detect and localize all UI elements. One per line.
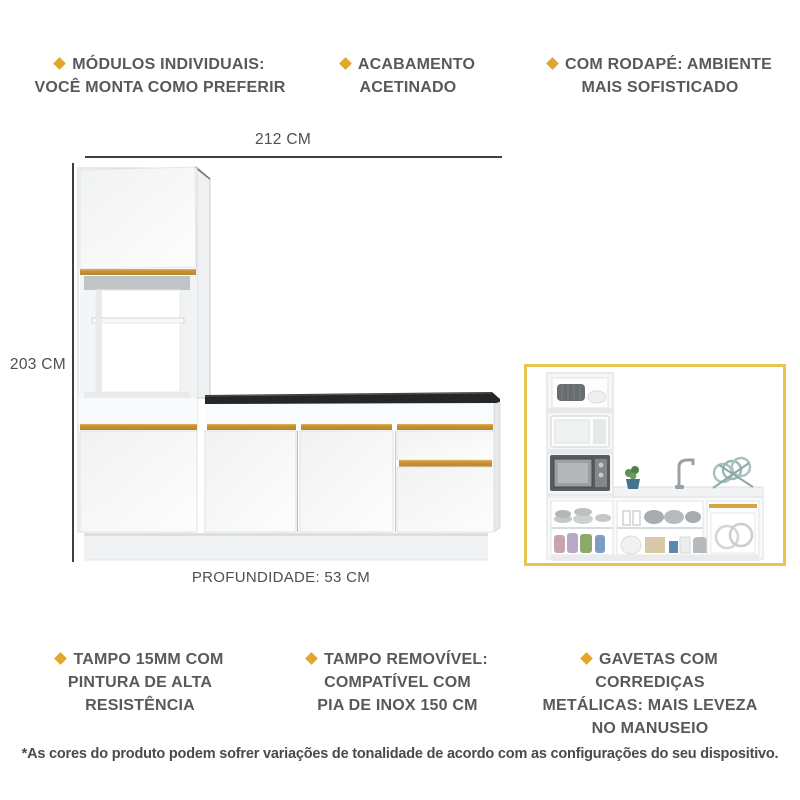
width-dimension-label: 212 CM [254, 131, 312, 148]
feature-line [20, 53, 300, 76]
feature-text: ACABAMENTO [357, 56, 476, 73]
tower-upper-door [80, 167, 196, 269]
photo-drawer-section [707, 501, 759, 555]
drawer-front [397, 431, 494, 460]
feature-line [535, 717, 765, 740]
tower-base-door [80, 431, 197, 532]
counter-side-panel [494, 402, 500, 532]
feature-text: GAVETAS COM CORREDIÇAS [595, 651, 718, 691]
feature-line [295, 671, 500, 694]
bowl [588, 391, 606, 403]
feature-text: PINTURA DE ALTA [67, 674, 213, 691]
feature-tampo-15mm [30, 648, 250, 717]
diamond-bullet-icon [305, 652, 318, 665]
feature-line [535, 648, 765, 694]
depth-dimension-label: PROFUNDIDADE: 53 CM [191, 569, 371, 586]
counter-door-2 [300, 431, 393, 532]
counter-door-1 [205, 431, 296, 532]
feature-text: MÓDULOS INDIVIDUAIS: [72, 56, 265, 73]
gold-handle-strip [709, 504, 757, 508]
feature-line [30, 694, 250, 717]
feature-text: RESISTÊNCIA [85, 697, 195, 714]
basket [557, 384, 585, 401]
niche-top-recess [84, 276, 190, 290]
feature-text: TAMPO REMOVÍVEL: [324, 651, 488, 668]
feature-text: MAIS SOFISTICADO [581, 79, 739, 96]
gold-handle-strip [399, 460, 492, 467]
feature-text: METÁLICAS: MAIS LEVEZA [542, 697, 758, 714]
gold-handle-strip [80, 269, 196, 275]
kitchen-dimension-diagram [0, 130, 520, 600]
feature-text: VOCÊ MONTA COMO PREFERIR [34, 79, 286, 96]
feature-line [30, 648, 250, 671]
diamond-bullet-icon [55, 652, 68, 665]
feature-line [545, 53, 775, 76]
drawer-unit-door [397, 467, 494, 532]
feature-line [535, 694, 765, 717]
feature-line [295, 648, 500, 671]
feature-line [318, 76, 498, 99]
diamond-bullet-icon [546, 57, 559, 70]
diamond-bullet-icon [580, 652, 593, 665]
gold-handle-strip [207, 424, 296, 430]
tower-cabinet [78, 167, 210, 532]
photo-plinth [551, 555, 759, 561]
photo-tower-cabinet [547, 373, 613, 495]
feature-text: NO MANUSEIO [591, 720, 709, 737]
feature-line [20, 76, 300, 99]
feature-com-rodape [545, 53, 775, 99]
diamond-bullet-icon [339, 57, 352, 70]
feature-modulos-individuais [20, 53, 300, 99]
feature-text: PIA DE INOX 150 CM [317, 697, 478, 714]
height-dimension-label: 203 CM [9, 356, 66, 373]
gold-handle-strip [397, 424, 493, 430]
feature-line [30, 671, 250, 694]
product-photo [527, 367, 783, 563]
diamond-bullet-icon [53, 57, 66, 70]
feature-line [318, 53, 498, 76]
product-photo-frame [524, 364, 786, 566]
feature-text: COM RODAPÉ: AMBIENTE [565, 56, 772, 73]
color-disclaimer-text: *As cores do produto podem sofrer variações de tonalidade de acordo com as configurações do seu dispositivo. [21, 746, 779, 762]
white-microwave [551, 416, 609, 447]
feature-text: COMPATÍVEL COM [324, 674, 471, 691]
feature-text: TAMPO 15MM COM [73, 651, 224, 668]
niche-shelf [92, 318, 184, 323]
feature-line [545, 76, 775, 99]
feature-gavetas-corredicas [535, 648, 765, 740]
open-niche-lower [96, 323, 180, 392]
plinth [84, 533, 488, 560]
feature-text: ACETINADO [359, 79, 457, 96]
feature-line [295, 694, 500, 717]
open-niche-upper [96, 290, 180, 318]
feature-tampo-removivel [295, 648, 500, 717]
silver-microwave [550, 455, 610, 491]
gold-handle-strip [301, 424, 392, 430]
feature-acabamento-acetinado [318, 53, 498, 99]
gold-handle-strip [80, 424, 197, 430]
